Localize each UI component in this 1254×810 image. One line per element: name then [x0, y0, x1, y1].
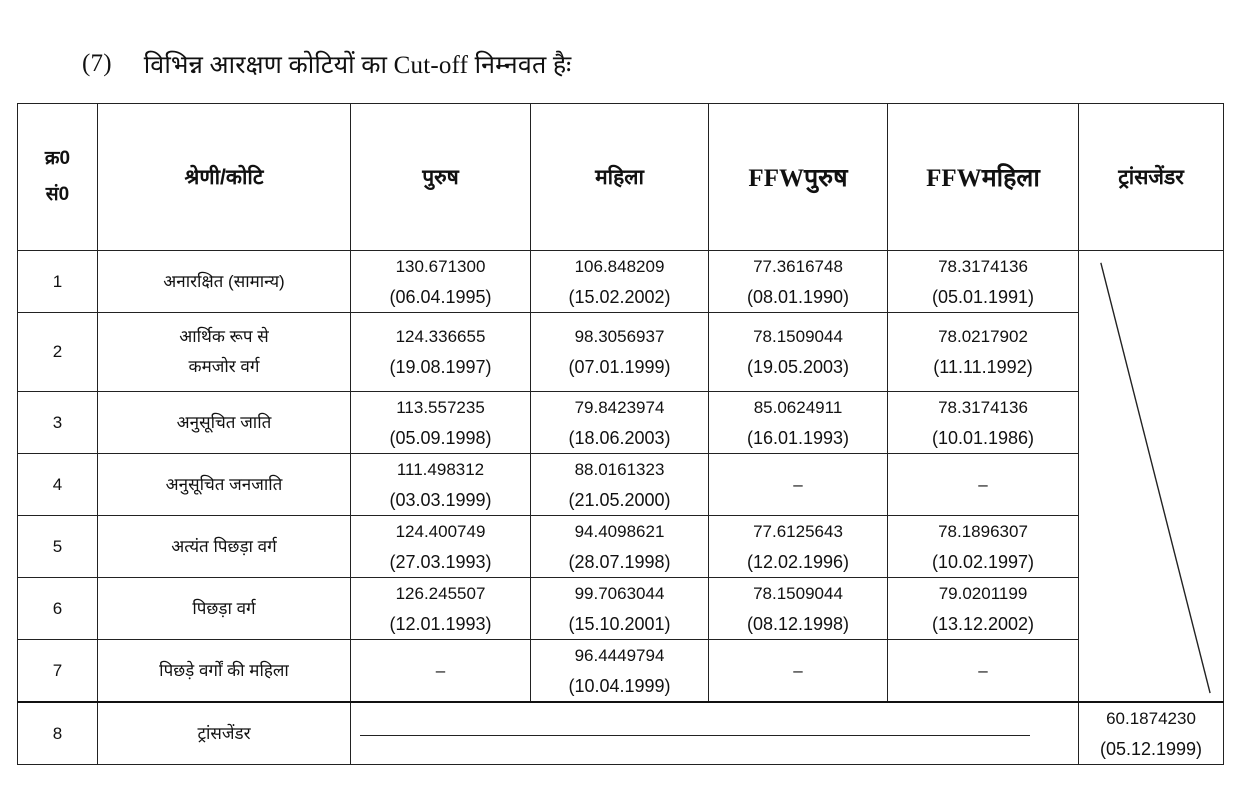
score: 88.0161323: [574, 459, 665, 479]
serial-number: 8: [18, 702, 98, 765]
category-name: अनुसूचित जाति: [98, 392, 351, 454]
male-cutoff: [351, 516, 531, 578]
ffw-female-cutoff-empty: –: [888, 454, 1079, 516]
dob: (07.01.1999): [568, 357, 671, 377]
score: 96.4449794: [574, 645, 665, 665]
header-sn-line1: क्र0: [44, 148, 71, 169]
score: 77.6125643: [753, 521, 843, 541]
dob: (12.02.1996): [746, 551, 850, 572]
ffw-male-cutoff-empty: –: [709, 640, 888, 703]
diagonal-strike-line: [1079, 251, 1223, 701]
serial-number: 2: [18, 313, 98, 392]
header-female: महिला: [531, 104, 709, 251]
score: 60.1874230: [1106, 708, 1196, 728]
ffw-male-cutoff: [709, 251, 888, 313]
male-cutoff-empty: –: [351, 640, 531, 703]
dob: (28.07.1998): [568, 551, 671, 572]
not-applicable-merged-cell: [351, 702, 1079, 765]
header-row: [18, 104, 1224, 251]
female-cutoff: [531, 392, 709, 454]
dob: (21.05.2000): [568, 489, 671, 510]
header-ffw-female: FFWमहिला: [888, 104, 1079, 251]
dob: (11.11.1992): [933, 357, 1033, 377]
score: 98.3056937: [574, 327, 665, 346]
dob: (10.02.1997): [931, 551, 1035, 572]
dob: (05.01.1991): [931, 286, 1035, 307]
ffw-male-cutoff: [709, 313, 888, 392]
category-line1: आर्थिक रूप से: [179, 327, 269, 346]
dob: (15.02.2002): [568, 286, 671, 307]
cutoff-table: [17, 103, 1224, 765]
dob: (18.06.2003): [568, 427, 671, 448]
category-name: अनुसूचित जनजाति: [98, 454, 351, 516]
ffw-female-cutoff: [888, 251, 1079, 313]
dob: (05.09.1998): [389, 427, 492, 448]
header-male: पुरुष: [351, 104, 531, 251]
header-sn-line2: सं0: [45, 184, 70, 205]
score: 78.1896307: [938, 521, 1028, 541]
ffw-female-cutoff-empty: –: [888, 640, 1079, 703]
dob: (27.03.1993): [389, 551, 492, 572]
header-ffw-male: FFWपुरुष: [709, 104, 888, 251]
header-serial-number: [18, 104, 98, 251]
ffw-female-cutoff: [888, 392, 1079, 454]
category-name: पिछड़े वर्गों की महिला: [98, 640, 351, 703]
section-title: विभिन्न आरक्षण कोटियों का Cut-off निम्नवत हैः: [143, 52, 572, 79]
table-row: [18, 578, 1224, 640]
table-row: [18, 640, 1224, 703]
dob: (05.12.1999): [1099, 738, 1203, 759]
score: 78.0217902: [938, 327, 1028, 346]
serial-number: 3: [18, 392, 98, 454]
score: 124.336655: [395, 327, 486, 346]
dob: (06.04.1995): [389, 286, 492, 307]
category-name: पिछड़ा वर्ग: [98, 578, 351, 640]
dob: (13.12.2002): [931, 613, 1035, 634]
table-row: [18, 702, 1224, 765]
table-row: [18, 251, 1224, 313]
serial-number: 7: [18, 640, 98, 703]
male-cutoff: [351, 251, 531, 313]
transgender-not-applicable-cell: [1079, 251, 1224, 703]
header-transgender: ट्रांसजेंडर: [1079, 104, 1224, 251]
dob: (16.01.1993): [746, 427, 850, 448]
score: 78.1509044: [753, 583, 843, 603]
female-cutoff: [531, 516, 709, 578]
dob: (19.05.2003): [746, 357, 850, 377]
category-name: अनारक्षित (सामान्य): [98, 251, 351, 313]
male-cutoff: [351, 313, 531, 392]
ffw-female-cutoff: [888, 578, 1079, 640]
female-cutoff: [531, 454, 709, 516]
category-name: अत्यंत पिछड़ा वर्ग: [98, 516, 351, 578]
section-heading: [82, 44, 571, 84]
table-row: [18, 516, 1224, 578]
dob: (12.01.1993): [389, 613, 492, 634]
female-cutoff: [531, 313, 709, 392]
score: 124.400749: [395, 521, 486, 541]
score: 77.3616748: [753, 256, 843, 276]
table-row: [18, 392, 1224, 454]
serial-number: 5: [18, 516, 98, 578]
score: 113.557235: [396, 397, 485, 417]
dob: (10.01.1986): [931, 427, 1035, 448]
score: 79.8423974: [574, 397, 665, 417]
horizontal-strike-line: [360, 735, 1030, 736]
female-cutoff: [531, 640, 709, 703]
score: 111.498312: [396, 459, 485, 479]
dob: (08.01.1990): [746, 286, 850, 307]
header-category: श्रेणी/कोटि: [98, 104, 351, 251]
transgender-cutoff: [1079, 702, 1224, 765]
category-name: [98, 313, 351, 392]
serial-number: 6: [18, 578, 98, 640]
score: 94.4098621: [574, 521, 665, 541]
score: 85.0624911: [753, 397, 843, 417]
ffw-female-cutoff: [888, 516, 1079, 578]
score: 78.3174136: [938, 256, 1028, 276]
table-row: [18, 454, 1224, 516]
dob: (10.04.1999): [568, 675, 671, 696]
score: 106.848209: [574, 256, 665, 276]
ffw-male-cutoff: [709, 516, 888, 578]
male-cutoff: [351, 578, 531, 640]
male-cutoff: [351, 392, 531, 454]
ffw-male-cutoff: [709, 392, 888, 454]
ffw-female-cutoff: [888, 313, 1079, 392]
ffw-male-cutoff: [709, 578, 888, 640]
serial-number: 1: [18, 251, 98, 313]
table-row: [18, 313, 1224, 392]
category-name: ट्रांसजेंडर: [98, 702, 351, 765]
score: 78.3174136: [938, 397, 1028, 417]
score: 130.671300: [395, 256, 486, 276]
dob: (19.08.1997): [389, 357, 492, 377]
male-cutoff: [351, 454, 531, 516]
score: 78.1509044: [753, 327, 843, 346]
dob: (08.12.1998): [746, 613, 850, 634]
category-line2: कमजोर वर्ग: [188, 357, 260, 376]
dob: (03.03.1999): [389, 489, 492, 510]
dob: (15.10.2001): [568, 613, 671, 634]
ffw-male-cutoff-empty: –: [709, 454, 888, 516]
score: 79.0201199: [938, 583, 1028, 603]
female-cutoff: [531, 578, 709, 640]
score: 126.245507: [395, 583, 486, 603]
serial-number: 4: [18, 454, 98, 516]
section-number: (7): [82, 50, 112, 77]
female-cutoff: [531, 251, 709, 313]
score: 99.7063044: [574, 583, 665, 603]
